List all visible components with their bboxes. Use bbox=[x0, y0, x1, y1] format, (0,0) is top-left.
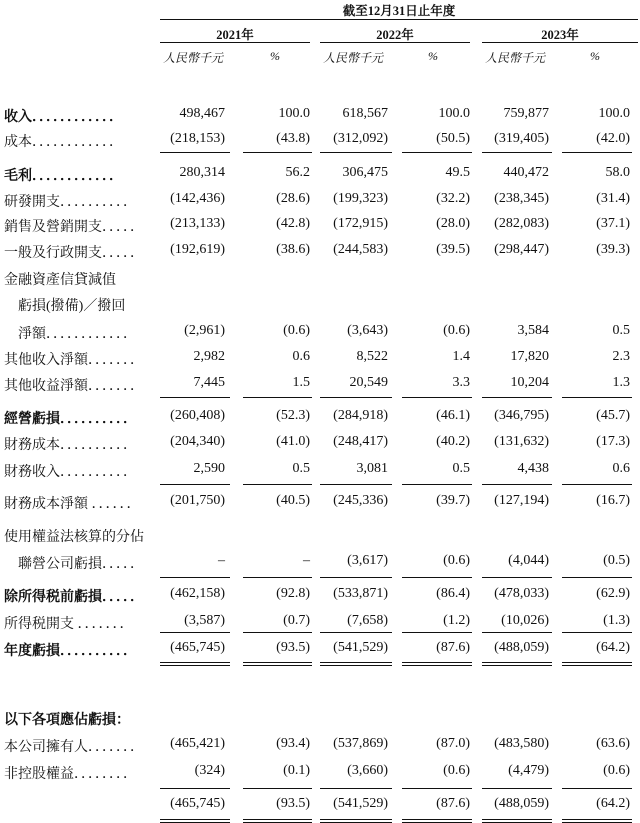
table-row bbox=[0, 583, 640, 607]
cell-value: (38.6) bbox=[276, 242, 310, 257]
cell-value: (324) bbox=[194, 763, 225, 778]
cell-value: 100.0 bbox=[278, 106, 310, 121]
subtotal-rule bbox=[160, 577, 230, 578]
unit-label-2021-percent: % bbox=[270, 49, 280, 63]
cell-value: 3.3 bbox=[452, 375, 470, 390]
period-header-rule bbox=[160, 19, 638, 20]
row-label: 使用權益法核算的分佔 bbox=[4, 530, 144, 545]
subtotal-rule bbox=[160, 788, 230, 789]
table-row bbox=[0, 793, 640, 817]
subtotal-rule bbox=[160, 397, 230, 398]
cell-value: (39.3) bbox=[596, 242, 630, 257]
cell-value: 10,204 bbox=[510, 375, 549, 390]
table-row bbox=[0, 706, 640, 730]
cell-value: (298,447) bbox=[494, 242, 549, 257]
cell-value: (39.5) bbox=[436, 242, 470, 257]
unit-label-2023-percent: % bbox=[590, 49, 600, 63]
cell-value: (16.7) bbox=[596, 493, 630, 508]
cell-value: (319,405) bbox=[494, 131, 549, 146]
year-rule-2022 bbox=[320, 42, 470, 43]
row-label: 經營虧損．．．．．．．．．． bbox=[4, 412, 137, 427]
year-header-2023: 2023年 bbox=[541, 28, 579, 42]
total-double-rule bbox=[320, 662, 392, 666]
cell-value: (4,479) bbox=[508, 763, 549, 778]
cell-value: (62.9) bbox=[596, 586, 630, 601]
row-label: 其他收益淨額．．．．．．． bbox=[4, 379, 144, 394]
subtotal-rule bbox=[482, 484, 552, 485]
row-label: 聯營公司虧損．．．．． bbox=[18, 557, 144, 572]
row-label: 財務收入．．．．．．．．．． bbox=[4, 465, 137, 480]
table-row bbox=[0, 523, 640, 547]
cell-value: (3,587) bbox=[184, 613, 225, 628]
subtotal-rule bbox=[402, 788, 472, 789]
cell-value: (488,059) bbox=[494, 796, 549, 811]
subtotal-rule bbox=[320, 397, 392, 398]
cell-value: (0.6) bbox=[443, 763, 470, 778]
row-label: 虧損(撥備)／撥回 bbox=[18, 299, 126, 314]
cell-value: 1.4 bbox=[452, 349, 470, 364]
unit-label-2021-amount: 人民幣千元 bbox=[163, 51, 224, 65]
cell-value: 100.0 bbox=[598, 106, 630, 121]
subtotal-rule bbox=[562, 484, 632, 485]
subtotal-rule bbox=[402, 632, 472, 633]
row-label: 以下各項應佔虧損： bbox=[4, 713, 130, 728]
table-row bbox=[0, 733, 640, 757]
row-label: 年度虧損．．．．．．．．．． bbox=[4, 644, 137, 659]
subtotal-rule bbox=[243, 397, 312, 398]
cell-value: (462,158) bbox=[170, 586, 225, 601]
cell-value: (86.4) bbox=[436, 586, 470, 601]
cell-value: (64.2) bbox=[596, 640, 630, 655]
cell-value: 440,472 bbox=[503, 165, 549, 180]
row-label: 收入．．．．．．．．．．．． bbox=[4, 110, 123, 125]
total-double-rule bbox=[562, 662, 632, 666]
cell-value: (46.1) bbox=[436, 408, 470, 423]
cell-value: 0.5 bbox=[452, 461, 470, 476]
cell-value: (93.5) bbox=[276, 796, 310, 811]
cell-value: (238,345) bbox=[494, 191, 549, 206]
table-row bbox=[0, 372, 640, 396]
cell-value: (192,619) bbox=[170, 242, 225, 257]
subtotal-rule bbox=[160, 484, 230, 485]
cell-value: (533,871) bbox=[333, 586, 388, 601]
cell-value: (1.3) bbox=[603, 613, 630, 628]
total-double-rule bbox=[320, 819, 392, 823]
row-label: 財務成本．．．．．．．．．． bbox=[4, 438, 137, 453]
cell-value: (28.0) bbox=[436, 216, 470, 231]
year-header-2022: 2022年 bbox=[376, 28, 414, 42]
cell-value: (478,033) bbox=[494, 586, 549, 601]
year-header-2021: 2021年 bbox=[216, 28, 254, 42]
cell-value: (483,580) bbox=[494, 736, 549, 751]
cell-value: (282,083) bbox=[494, 216, 549, 231]
table-row bbox=[0, 346, 640, 370]
cell-value: (248,417) bbox=[333, 434, 388, 449]
cell-value: (50.5) bbox=[436, 131, 470, 146]
unit-label-2022-amount: 人民幣千元 bbox=[323, 51, 384, 65]
cell-value: 56.2 bbox=[285, 165, 310, 180]
cell-value: (31.4) bbox=[596, 191, 630, 206]
total-double-rule bbox=[402, 662, 472, 666]
cell-value: (142,436) bbox=[170, 191, 225, 206]
cell-value: (52.3) bbox=[276, 408, 310, 423]
cell-value: (172,915) bbox=[333, 216, 388, 231]
cell-value: 0.5 bbox=[292, 461, 310, 476]
cell-value: 3,584 bbox=[517, 323, 549, 338]
cell-value: 1.5 bbox=[292, 375, 310, 390]
cell-value: (0.6) bbox=[443, 323, 470, 338]
cell-value: 306,475 bbox=[342, 165, 388, 180]
table-row bbox=[0, 405, 640, 429]
cell-value: (87.6) bbox=[436, 796, 470, 811]
cell-value: (465,421) bbox=[170, 736, 225, 751]
cell-value: 280,314 bbox=[179, 165, 225, 180]
cell-value: (488,059) bbox=[494, 640, 549, 655]
cell-value: (17.3) bbox=[596, 434, 630, 449]
cell-value: 2.3 bbox=[612, 349, 630, 364]
total-double-rule bbox=[562, 819, 632, 823]
row-label: 金融資產信貸減值 bbox=[4, 273, 116, 288]
cell-value: (63.6) bbox=[596, 736, 630, 751]
cell-value: (541,529) bbox=[333, 796, 388, 811]
row-label: 所得税開支 ．．．．．．． bbox=[4, 617, 134, 632]
year-rule-2021 bbox=[160, 42, 310, 43]
total-double-rule bbox=[482, 819, 552, 823]
cell-value: (218,153) bbox=[170, 131, 225, 146]
cell-value: (28.6) bbox=[276, 191, 310, 206]
subtotal-rule bbox=[562, 788, 632, 789]
cell-value: (213,133) bbox=[170, 216, 225, 231]
subtotal-rule bbox=[482, 397, 552, 398]
cell-value: (2,961) bbox=[184, 323, 225, 338]
cell-value: 49.5 bbox=[445, 165, 470, 180]
table-row bbox=[0, 162, 640, 186]
table-row bbox=[0, 431, 640, 455]
row-label: 其他收入淨額．．．．．．． bbox=[4, 353, 144, 368]
table-row bbox=[0, 320, 640, 344]
cell-value: (537,869) bbox=[333, 736, 388, 751]
subtotal-rule bbox=[243, 484, 312, 485]
cell-value: (42.0) bbox=[596, 131, 630, 146]
cell-value: (3,660) bbox=[347, 763, 388, 778]
cell-value: 100.0 bbox=[438, 106, 470, 121]
cell-value: (0.1) bbox=[283, 763, 310, 778]
subtotal-rule bbox=[160, 632, 230, 633]
cell-value: (7,658) bbox=[347, 613, 388, 628]
cell-value: (0.5) bbox=[603, 553, 630, 568]
table-row bbox=[0, 103, 640, 127]
table-row bbox=[0, 188, 640, 212]
total-double-rule bbox=[243, 662, 312, 666]
cell-value: (127,194) bbox=[494, 493, 549, 508]
cell-value: 17,820 bbox=[510, 349, 549, 364]
cell-value: (39.7) bbox=[436, 493, 470, 508]
cell-value: (465,745) bbox=[170, 796, 225, 811]
cell-value: (92.8) bbox=[276, 586, 310, 601]
total-double-rule bbox=[160, 819, 230, 823]
period-header: 截至12月31日止年度 bbox=[342, 4, 456, 18]
cell-value: (40.5) bbox=[276, 493, 310, 508]
cell-value: 759,877 bbox=[503, 106, 549, 121]
cell-value: (312,092) bbox=[333, 131, 388, 146]
cell-value: 7,445 bbox=[193, 375, 225, 390]
row-label: 成本．．．．．．．．．．．． bbox=[4, 135, 123, 150]
row-label: 銷售及營銷開支．．．．． bbox=[4, 220, 144, 235]
subtotal-rule bbox=[482, 577, 552, 578]
cell-value: (346,795) bbox=[494, 408, 549, 423]
cell-value: (87.0) bbox=[436, 736, 470, 751]
cell-value: 0.6 bbox=[292, 349, 310, 364]
subtotal-rule bbox=[243, 632, 312, 633]
cell-value: (37.1) bbox=[596, 216, 630, 231]
cell-value: (87.6) bbox=[436, 640, 470, 655]
cell-value: (32.2) bbox=[436, 191, 470, 206]
subtotal-rule bbox=[320, 577, 392, 578]
subtotal-rule bbox=[243, 152, 312, 153]
subtotal-rule bbox=[402, 397, 472, 398]
cell-value: 618,567 bbox=[342, 106, 388, 121]
subtotal-rule bbox=[562, 632, 632, 633]
row-label: 除所得税前虧損．．．．． bbox=[4, 590, 144, 605]
cell-value: – bbox=[303, 553, 310, 568]
cell-value: 1.3 bbox=[612, 375, 630, 390]
cell-value: (284,918) bbox=[333, 408, 388, 423]
total-double-rule bbox=[160, 662, 230, 666]
subtotal-rule bbox=[402, 484, 472, 485]
cell-value: (0.6) bbox=[283, 323, 310, 338]
unit-label-2023-amount: 人民幣千元 bbox=[485, 51, 546, 65]
row-label: 一般及行政開支．．．．． bbox=[4, 246, 144, 261]
cell-value: (43.8) bbox=[276, 131, 310, 146]
subtotal-rule bbox=[482, 788, 552, 789]
cell-value: (199,323) bbox=[333, 191, 388, 206]
subtotal-rule bbox=[243, 577, 312, 578]
cell-value: 498,467 bbox=[179, 106, 225, 121]
cell-value: 8,522 bbox=[356, 349, 388, 364]
table-row bbox=[0, 266, 640, 290]
row-label: 財務成本淨額 ．．．．．． bbox=[4, 497, 141, 512]
cell-value: (93.5) bbox=[276, 640, 310, 655]
cell-value: (245,336) bbox=[333, 493, 388, 508]
year-rule-2023 bbox=[482, 42, 638, 43]
subtotal-rule bbox=[562, 397, 632, 398]
cell-value: (541,529) bbox=[333, 640, 388, 655]
cell-value: (260,408) bbox=[170, 408, 225, 423]
cell-value: (40.2) bbox=[436, 434, 470, 449]
row-label: 本公司擁有人．．．．．．． bbox=[4, 740, 144, 755]
cell-value: (0.7) bbox=[283, 613, 310, 628]
cell-value: (4,044) bbox=[508, 553, 549, 568]
table-row bbox=[0, 292, 640, 316]
cell-value: (93.4) bbox=[276, 736, 310, 751]
row-label: 毛利．．．．．．．．．．．． bbox=[4, 169, 123, 184]
cell-value: 20,549 bbox=[349, 375, 388, 390]
total-double-rule bbox=[402, 819, 472, 823]
table-row bbox=[0, 128, 640, 152]
table-row bbox=[0, 213, 640, 237]
subtotal-rule bbox=[243, 788, 312, 789]
row-label: 研發開支．．．．．．．．．． bbox=[4, 195, 137, 210]
total-double-rule bbox=[243, 819, 312, 823]
subtotal-rule bbox=[562, 577, 632, 578]
cell-value: (465,745) bbox=[170, 640, 225, 655]
subtotal-rule bbox=[402, 152, 472, 153]
table-row bbox=[0, 760, 640, 784]
unit-label-2022-percent: % bbox=[428, 49, 438, 63]
cell-value: (244,583) bbox=[333, 242, 388, 257]
cell-value: 0.6 bbox=[612, 461, 630, 476]
subtotal-rule bbox=[482, 152, 552, 153]
cell-value: (41.0) bbox=[276, 434, 310, 449]
cell-value: (3,617) bbox=[347, 553, 388, 568]
cell-value: (3,643) bbox=[347, 323, 388, 338]
cell-value: 3,081 bbox=[356, 461, 388, 476]
subtotal-rule bbox=[320, 152, 392, 153]
table-row bbox=[0, 239, 640, 263]
subtotal-rule bbox=[320, 632, 392, 633]
cell-value: (1.2) bbox=[443, 613, 470, 628]
table-row bbox=[0, 637, 640, 661]
cell-value: (64.2) bbox=[596, 796, 630, 811]
subtotal-rule bbox=[160, 152, 230, 153]
row-label: 淨額．．．．．．．．．．．． bbox=[18, 327, 137, 342]
subtotal-rule bbox=[562, 152, 632, 153]
cell-value: 4,438 bbox=[517, 461, 549, 476]
subtotal-rule bbox=[482, 632, 552, 633]
table-row bbox=[0, 550, 640, 574]
cell-value: 2,590 bbox=[193, 461, 225, 476]
subtotal-rule bbox=[320, 484, 392, 485]
cell-value: – bbox=[218, 553, 225, 568]
cell-value: (131,632) bbox=[494, 434, 549, 449]
cell-value: (10,026) bbox=[501, 613, 549, 628]
cell-value: 0.5 bbox=[612, 323, 630, 338]
table-row bbox=[0, 458, 640, 482]
cell-value: (0.6) bbox=[443, 553, 470, 568]
cell-value: 58.0 bbox=[605, 165, 630, 180]
subtotal-rule bbox=[402, 577, 472, 578]
table-row bbox=[0, 490, 640, 514]
cell-value: (0.6) bbox=[603, 763, 630, 778]
cell-value: 2,982 bbox=[193, 349, 225, 364]
row-label: 非控股權益．．．．．．．． bbox=[4, 767, 137, 782]
table-row bbox=[0, 610, 640, 634]
total-double-rule bbox=[482, 662, 552, 666]
subtotal-rule bbox=[320, 788, 392, 789]
cell-value: (204,340) bbox=[170, 434, 225, 449]
cell-value: (42.8) bbox=[276, 216, 310, 231]
cell-value: (45.7) bbox=[596, 408, 630, 423]
cell-value: (201,750) bbox=[170, 493, 225, 508]
